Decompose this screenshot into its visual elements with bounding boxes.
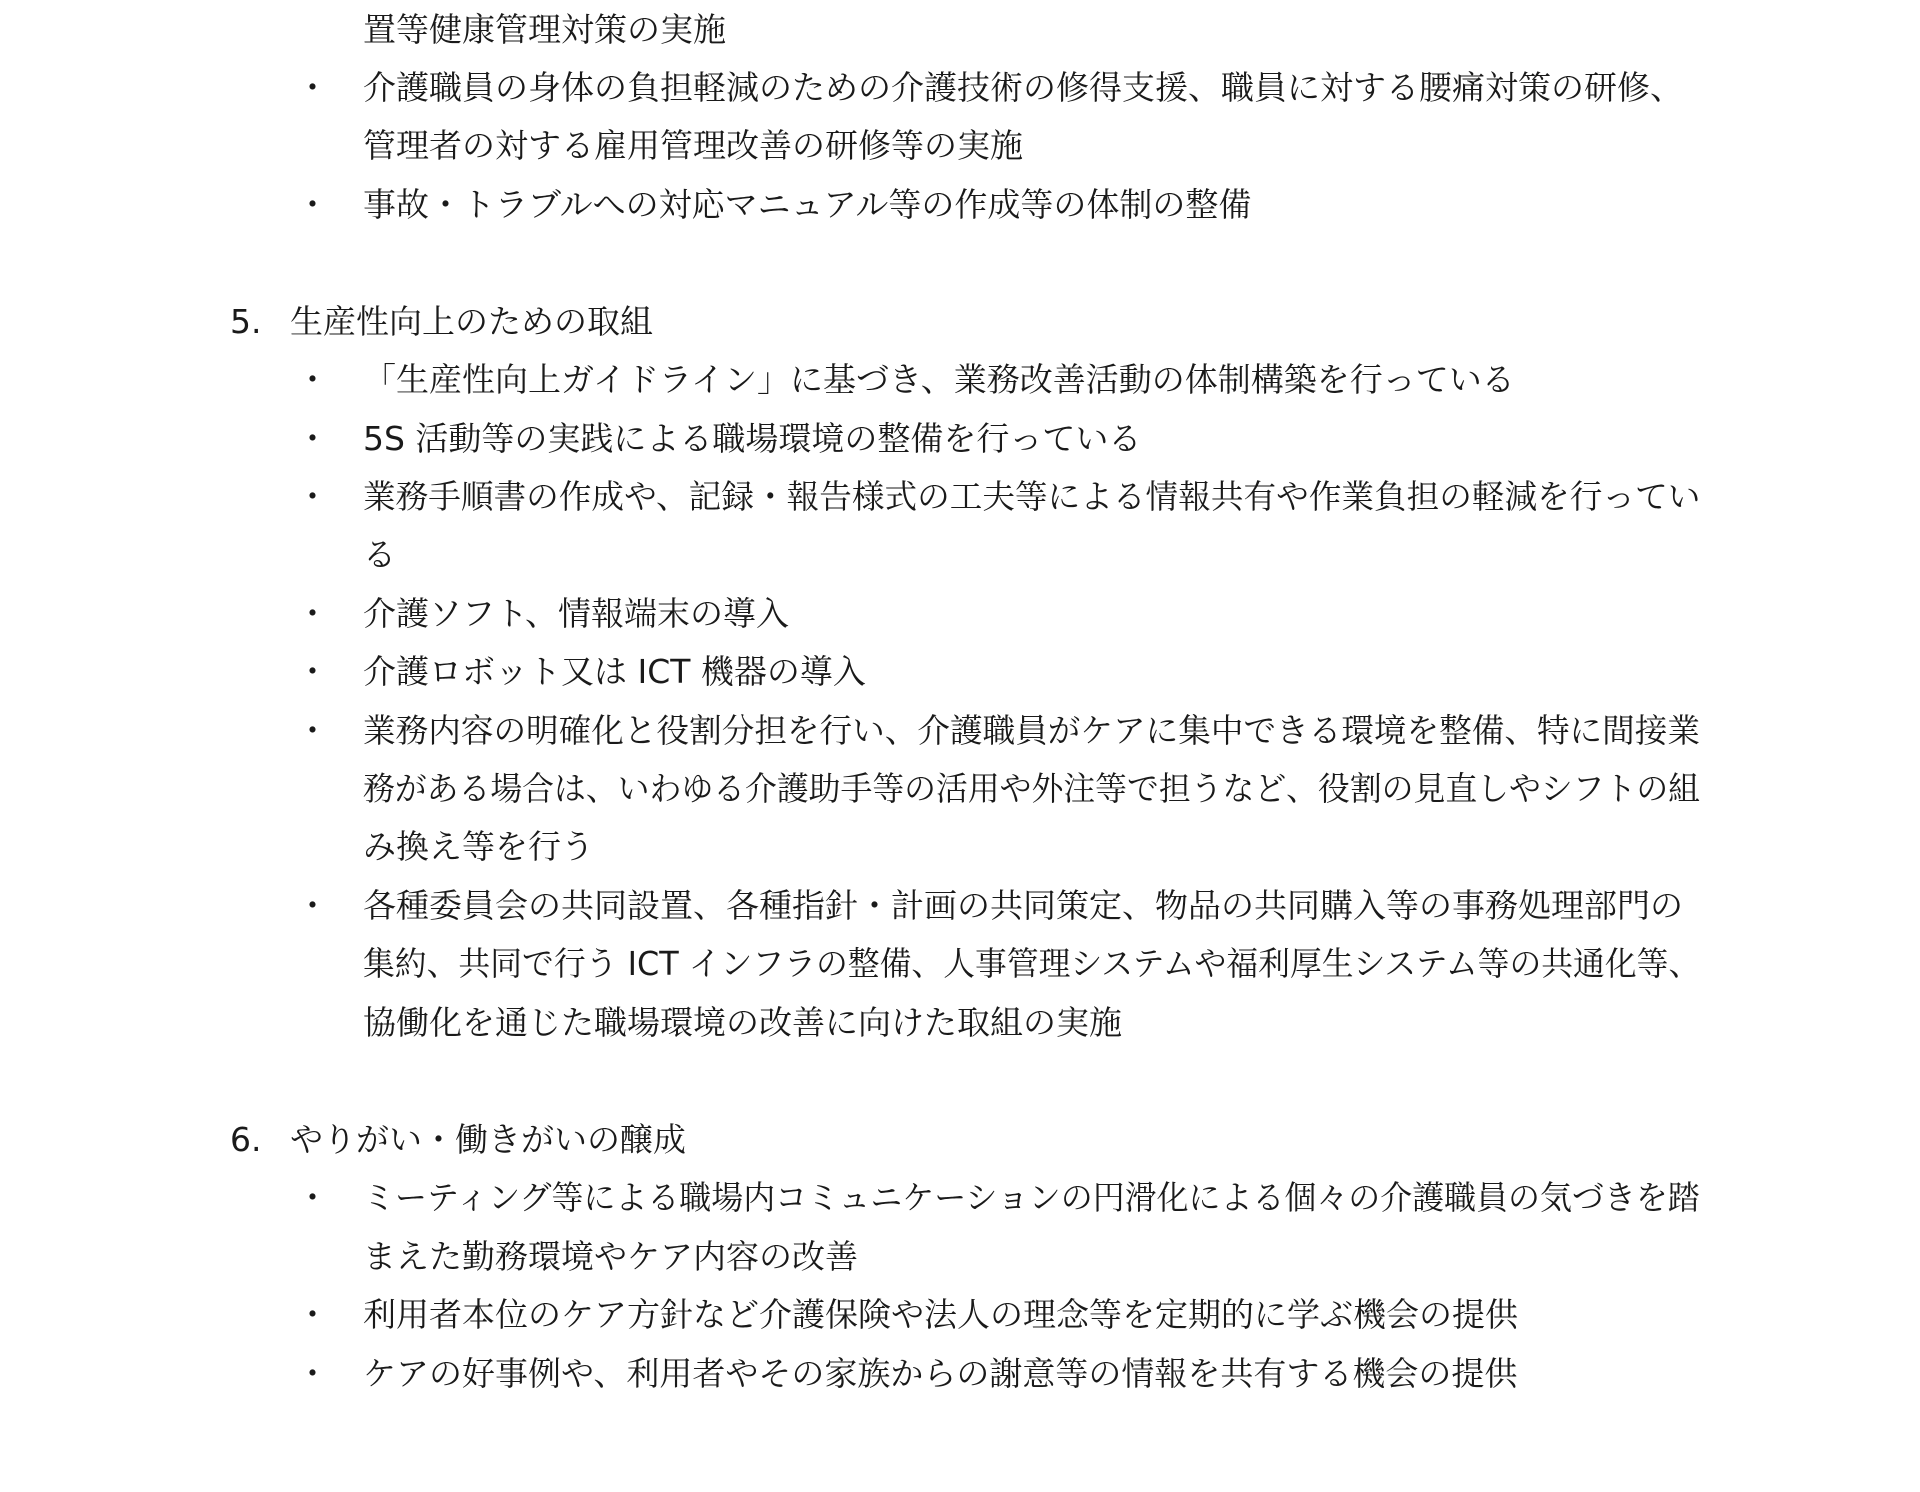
section-number: 6. (230, 1120, 262, 1159)
list-item-line: 業務手順書の作成や、記録・報告様式の工夫等による情報共有や作業負担の軽減を行ってい (363, 477, 1701, 516)
bullet-marker: ・ (296, 652, 329, 691)
bullet-marker: ・ (296, 68, 329, 107)
bullet-marker: ・ (296, 419, 329, 458)
list-item-line: 介護ロボット又は ICT 機器の導入 (363, 652, 866, 691)
bullet-marker: ・ (296, 886, 329, 925)
list-item-line: 業務内容の明確化と役割分担を行い、介護職員がケアに集中できる環境を整備、特に間接業 (363, 711, 1700, 750)
section-title: 生産性向上のための取組 (290, 302, 653, 341)
list-item-line: 介護職員の身体の負担軽減のための介護技術の修得支援、職員に対する腰痛対策の研修、 (363, 68, 1683, 107)
bullet-marker: ・ (296, 1178, 329, 1217)
list-item-line: 管理者の対する雇用管理改善の研修等の実施 (363, 126, 1023, 165)
section-title: やりがい・働きがいの醸成 (290, 1120, 686, 1159)
bullet-marker: ・ (296, 1354, 329, 1393)
list-item-line: 集約、共同で行う ICT インフラの整備、人事管理システムや福利厚生システム等の共通化等、 (363, 944, 1701, 983)
list-item-line: る (363, 535, 396, 574)
list-item-line: まえた勤務環境やケア内容の改善 (363, 1237, 858, 1276)
list-item-line: ミーティング等による職場内コミュニケーションの円滑化による個々の介護職員の気づきを踏 (363, 1178, 1700, 1217)
list-item-line: 事故・トラブルへの対応マニュアル等の作成等の体制の整備 (363, 185, 1252, 224)
list-item-line: 務がある場合は、いわゆる介護助手等の活用や外注等で担うなど、役割の見直しやシフトの組 (363, 769, 1700, 808)
bullet-marker: ・ (296, 360, 329, 399)
list-item-line: 利用者本位のケア方針など介護保険や法人の理念等を定期的に学ぶ機会の提供 (363, 1295, 1518, 1334)
list-item-line: ケアの好事例や、利用者やその家族からの謝意等の情報を共有する機会の提供 (363, 1354, 1518, 1393)
list-item-line: 5S 活動等の実践による職場環境の整備を行っている (363, 419, 1142, 458)
bullet-marker: ・ (296, 185, 329, 224)
list-item-line: 介護ソフト、情報端末の導入 (363, 594, 790, 633)
list-item-line: 各種委員会の共同設置、各種指針・計画の共同策定、物品の共同購入等の事務処理部門の (363, 886, 1683, 925)
bullet-marker: ・ (296, 711, 329, 750)
list-item-line: 協働化を通じた職場環境の改善に向けた取組の実施 (363, 1003, 1122, 1042)
list-item-line: 「生産性向上ガイドライン」に基づき、業務改善活動の体制構築を行っている (363, 360, 1515, 399)
list-item-line: み換え等を行う (363, 827, 594, 866)
bullet-marker: ・ (296, 1295, 329, 1334)
section-number: 5. (230, 302, 262, 341)
continuation-line: 置等健康管理対策の実施 (363, 10, 726, 49)
bullet-marker: ・ (296, 477, 329, 516)
bullet-marker: ・ (296, 594, 329, 633)
